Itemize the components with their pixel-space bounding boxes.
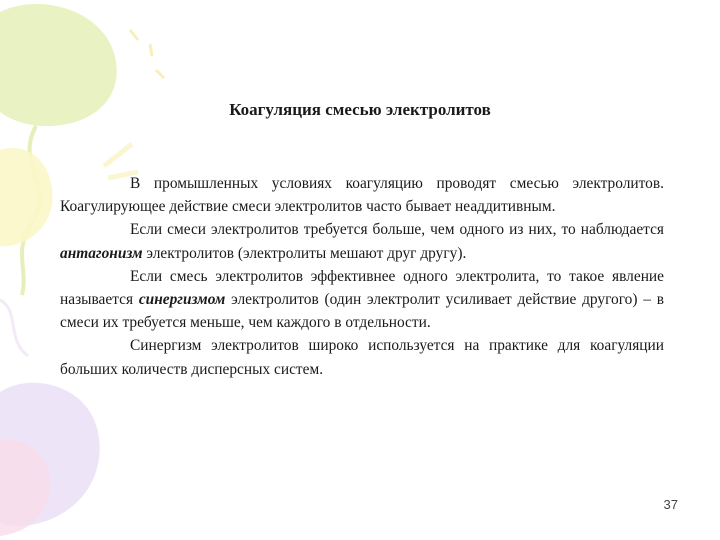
paragraph-text: В промышленных условиях коагуляцию проводят смесью электролитов. Коагулирующее действие смеси электролитов часто бывает неаддитивным.	[60, 175, 664, 216]
paragraph	[60, 265, 664, 335]
term-synergism: синергизмом	[138, 291, 226, 309]
paragraph	[60, 218, 664, 264]
balloon-string	[0, 300, 28, 356]
paragraph-text: Если смеси электролитов требуется больше, чем одного из них, то наблюдается	[130, 221, 664, 239]
yellow-balloon	[0, 148, 52, 246]
slide-title: Коагуляция смесью электролитов	[229, 100, 491, 119]
paragraph-text: Синергизм электролитов широко используется на практике для коагуляции больших количеств дисперсных систем.	[60, 337, 664, 378]
body-text	[60, 172, 664, 381]
sparkle-ray	[130, 30, 164, 78]
paragraph	[60, 172, 664, 218]
page-number: 37	[663, 497, 678, 512]
paragraph	[60, 334, 664, 380]
paragraph-text: электролитов (электролиты мешают друг другу).	[142, 244, 467, 262]
term-antagonism: антагонизм	[60, 244, 143, 262]
paragraph-text: Если смесь электролитов эффективнее одного электролита, то такое явление называется	[60, 267, 664, 309]
paragraph-text: электролитов (один электролит усиливает действие другого) – в смеси их требуется меньше, чем каждого в отдельности.	[60, 291, 665, 332]
